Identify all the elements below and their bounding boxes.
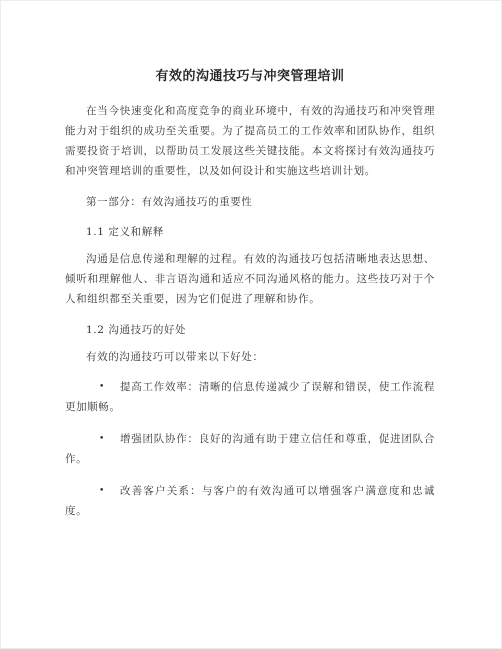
list-item-text: 改善客户关系：与客户的有效沟通可以增强客户满意度和忠诚度。 (65, 485, 435, 517)
list-item-text: 增强团队协作：良好的沟通有助于建立信任和尊重，促进团队合作。 (65, 433, 435, 465)
list-item (65, 377, 435, 417)
list-item (65, 481, 435, 521)
section-1-2-heading: 1.2 沟通技巧的好处 (86, 324, 187, 336)
part1-heading: 第一部分：有效沟通技巧的重要性 (86, 196, 253, 208)
section-1-1-heading: 1.1 定义和解释 (86, 226, 164, 238)
bullet-icon: • (99, 434, 105, 444)
bullet-icon: • (99, 486, 105, 496)
document-title: 有效的沟通技巧与冲突管理培训 (155, 69, 345, 84)
list-item-text: 提高工作效率：清晰的信息传递减少了误解和错误，使工作流程更加顺畅。 (65, 381, 435, 413)
intro-paragraph: 在当今快速变化和高度竞争的商业环境中，有效的沟通技巧和冲突管理能力对于组织的成功至关重要。为了提高员工的工作效率和团队协作，组织需要投资于培训，以帮助员工发展这些关键技能。本文将探讨有效沟通技巧和冲突管理培训的重要性，以及如何设计和实施这些培训计划。 (65, 105, 435, 177)
section-1-2-intro: 有效的沟通技巧可以带来以下好处： (86, 351, 264, 363)
list-item (65, 429, 435, 469)
bullet-icon: • (99, 382, 105, 392)
section-1-1-paragraph: 沟通是信息传递和理解的过程。有效的沟通技巧包括清晰地表达思想、倾听和理解他人、非言语沟通和适应不同沟通风格的能力。这些技巧对于个人和组织都至关重要，因为它们促进了理解和协作。 (65, 253, 435, 305)
document-content (65, 69, 435, 533)
benefits-list (65, 377, 435, 521)
